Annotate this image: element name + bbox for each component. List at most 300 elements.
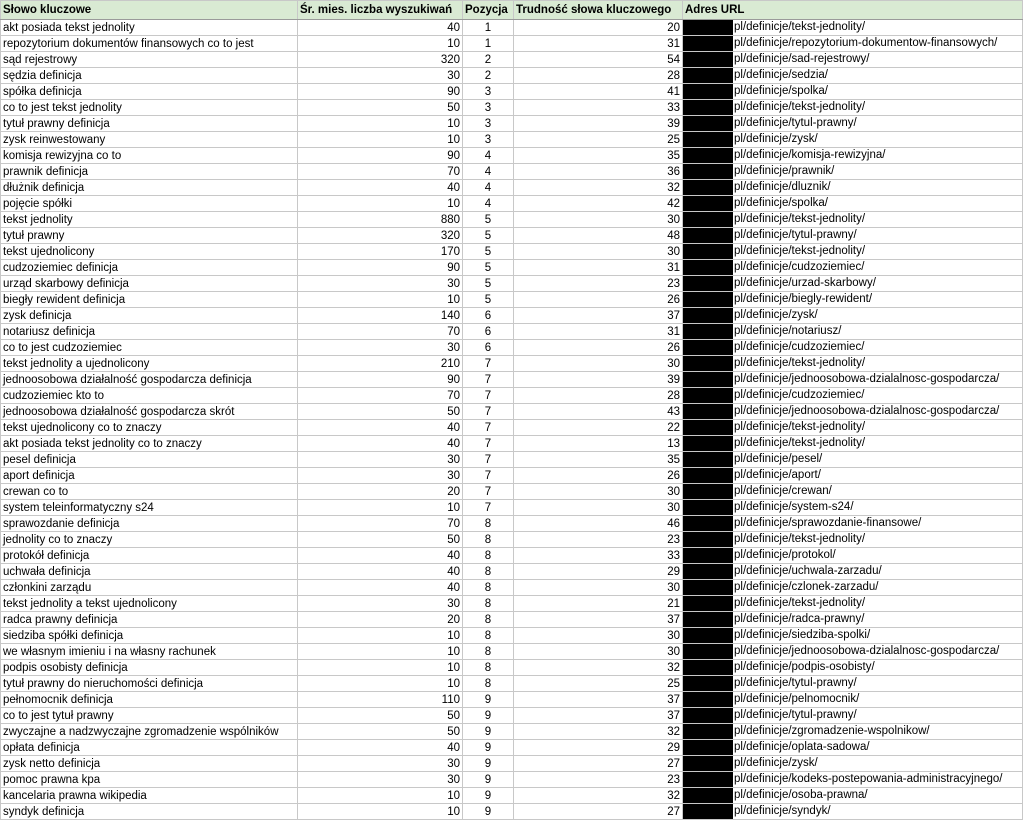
redacted-domain — [683, 196, 733, 211]
position-cell[interactable]: 4 — [463, 148, 514, 164]
searches-cell[interactable]: 90 — [298, 148, 463, 164]
position-cell[interactable]: 8 — [463, 532, 514, 548]
searches-cell[interactable]: 210 — [298, 356, 463, 372]
difficulty-cell[interactable]: 27 — [514, 804, 683, 820]
difficulty-cell[interactable]: 37 — [514, 692, 683, 708]
difficulty-cell[interactable]: 23 — [514, 772, 683, 788]
difficulty-cell[interactable]: 30 — [514, 644, 683, 660]
url-cell[interactable] — [683, 788, 1023, 804]
searches-cell[interactable]: 40 — [298, 740, 463, 756]
url-cell[interactable] — [683, 116, 1023, 132]
keyword-cell[interactable]: zysk netto definicja — [1, 756, 298, 772]
difficulty-cell[interactable]: 26 — [514, 340, 683, 356]
searches-cell[interactable]: 10 — [298, 292, 463, 308]
searches-cell[interactable]: 140 — [298, 308, 463, 324]
difficulty-cell[interactable]: 42 — [514, 196, 683, 212]
url-cell[interactable] — [683, 148, 1023, 164]
searches-cell[interactable]: 70 — [298, 164, 463, 180]
keyword-cell[interactable]: pełnomocnik definicja — [1, 692, 298, 708]
url-cell[interactable] — [683, 388, 1023, 404]
url-path: pl/definicje/spolka/ — [734, 197, 828, 209]
keyword-cell[interactable]: zysk definicja — [1, 308, 298, 324]
position-cell[interactable]: 8 — [463, 676, 514, 692]
header-keyword[interactable]: Słowo kluczowe — [1, 1, 298, 20]
position-cell[interactable]: 5 — [463, 276, 514, 292]
table-row — [1, 548, 1023, 564]
url-cell[interactable] — [683, 324, 1023, 340]
url-cell[interactable] — [683, 516, 1023, 532]
searches-cell[interactable]: 20 — [298, 484, 463, 500]
searches-cell[interactable]: 10 — [298, 628, 463, 644]
position-cell[interactable]: 8 — [463, 660, 514, 676]
position-cell[interactable]: 5 — [463, 228, 514, 244]
table-row — [1, 436, 1023, 452]
url-cell[interactable] — [683, 564, 1023, 580]
difficulty-cell[interactable]: 30 — [514, 628, 683, 644]
searches-cell[interactable]: 70 — [298, 516, 463, 532]
url-cell[interactable] — [683, 532, 1023, 548]
keyword-cell[interactable]: tytuł prawny do nieruchomości definicja — [1, 676, 298, 692]
searches-cell[interactable]: 170 — [298, 244, 463, 260]
position-cell[interactable]: 5 — [463, 212, 514, 228]
difficulty-cell[interactable]: 23 — [514, 276, 683, 292]
table-row — [1, 52, 1023, 68]
position-cell[interactable]: 1 — [463, 36, 514, 52]
position-cell[interactable]: 4 — [463, 196, 514, 212]
searches-cell[interactable]: 50 — [298, 100, 463, 116]
redacted-domain — [683, 644, 733, 659]
keyword-cell[interactable]: jednoosobowa działalność gospodarcza definicja — [1, 372, 298, 388]
searches-cell[interactable]: 30 — [298, 68, 463, 84]
url-cell[interactable] — [683, 628, 1023, 644]
position-cell[interactable]: 8 — [463, 564, 514, 580]
redacted-domain — [683, 772, 733, 787]
searches-cell[interactable]: 20 — [298, 612, 463, 628]
difficulty-cell[interactable]: 30 — [514, 356, 683, 372]
url-cell[interactable] — [683, 692, 1023, 708]
keyword-cell[interactable]: akt posiada tekst jednolity co to znaczy — [1, 436, 298, 452]
position-cell[interactable]: 9 — [463, 804, 514, 820]
redacted-domain — [683, 308, 733, 323]
keyword-cell[interactable]: tekst jednolity — [1, 212, 298, 228]
difficulty-cell[interactable]: 30 — [514, 500, 683, 516]
url-cell[interactable] — [683, 404, 1023, 420]
table-row — [1, 132, 1023, 148]
redacted-domain — [683, 404, 733, 419]
position-cell[interactable]: 7 — [463, 468, 514, 484]
keyword-cell[interactable]: system teleinformatyczny s24 — [1, 500, 298, 516]
position-cell[interactable]: 7 — [463, 500, 514, 516]
url-path: pl/definicje/zysk/ — [734, 309, 818, 321]
header-url[interactable]: Adres URL — [683, 1, 1023, 20]
url-cell[interactable] — [683, 180, 1023, 196]
keyword-cell[interactable]: notariusz definicja — [1, 324, 298, 340]
keyword-cell[interactable]: sprawozdanie definicja — [1, 516, 298, 532]
position-cell[interactable]: 4 — [463, 164, 514, 180]
url-cell[interactable] — [683, 612, 1023, 628]
searches-cell[interactable]: 70 — [298, 324, 463, 340]
keyword-cell[interactable]: sąd rejestrowy — [1, 52, 298, 68]
table-row — [1, 772, 1023, 788]
url-cell[interactable] — [683, 740, 1023, 756]
searches-cell[interactable]: 50 — [298, 404, 463, 420]
url-cell[interactable] — [683, 596, 1023, 612]
table-row — [1, 532, 1023, 548]
position-cell[interactable]: 3 — [463, 100, 514, 116]
keyword-cell[interactable]: tekst jednolity a ujednolicony — [1, 356, 298, 372]
position-cell[interactable]: 9 — [463, 708, 514, 724]
redacted-domain — [683, 676, 733, 691]
position-cell[interactable]: 8 — [463, 612, 514, 628]
difficulty-cell[interactable]: 26 — [514, 292, 683, 308]
difficulty-cell[interactable]: 30 — [514, 580, 683, 596]
keyword-cell[interactable]: tekst ujednolicony — [1, 244, 298, 260]
redacted-domain — [683, 740, 733, 755]
position-cell[interactable]: 8 — [463, 580, 514, 596]
searches-cell[interactable]: 10 — [298, 660, 463, 676]
difficulty-cell[interactable]: 30 — [514, 212, 683, 228]
difficulty-cell[interactable]: 31 — [514, 324, 683, 340]
url-cell[interactable] — [683, 372, 1023, 388]
url-cell[interactable] — [683, 548, 1023, 564]
searches-cell[interactable]: 320 — [298, 52, 463, 68]
url-path: pl/definicje/tytul-prawny/ — [734, 677, 857, 689]
difficulty-cell[interactable]: 43 — [514, 404, 683, 420]
difficulty-cell[interactable]: 28 — [514, 68, 683, 84]
keyword-cell[interactable]: opłata definicja — [1, 740, 298, 756]
position-cell[interactable]: 8 — [463, 628, 514, 644]
keyword-cell[interactable]: crewan co to — [1, 484, 298, 500]
keyword-cell[interactable]: siedziba spółki definicja — [1, 628, 298, 644]
searches-cell[interactable]: 10 — [298, 644, 463, 660]
difficulty-cell[interactable]: 13 — [514, 436, 683, 452]
keyword-cell[interactable]: pesel definicja — [1, 452, 298, 468]
searches-cell[interactable]: 90 — [298, 372, 463, 388]
position-cell[interactable]: 6 — [463, 324, 514, 340]
searches-cell[interactable]: 50 — [298, 724, 463, 740]
keyword-cell[interactable]: aport definicja — [1, 468, 298, 484]
position-cell[interactable]: 5 — [463, 260, 514, 276]
url-cell[interactable] — [683, 36, 1023, 52]
searches-cell[interactable]: 50 — [298, 532, 463, 548]
url-cell[interactable] — [683, 84, 1023, 100]
difficulty-cell[interactable]: 26 — [514, 468, 683, 484]
url-cell[interactable] — [683, 804, 1023, 820]
position-cell[interactable]: 3 — [463, 116, 514, 132]
url-cell[interactable] — [683, 196, 1023, 212]
searches-cell[interactable]: 30 — [298, 276, 463, 292]
url-cell[interactable] — [683, 132, 1023, 148]
url-path: pl/definicje/protokol/ — [734, 549, 836, 561]
difficulty-cell[interactable]: 31 — [514, 36, 683, 52]
difficulty-cell[interactable]: 32 — [514, 180, 683, 196]
searches-cell[interactable]: 40 — [298, 436, 463, 452]
header-searches[interactable]: Śr. mies. liczba wyszukiwań — [298, 1, 463, 20]
url-path: pl/definicje/tekst-jednolity/ — [734, 21, 866, 33]
table-row — [1, 788, 1023, 804]
difficulty-cell[interactable]: 21 — [514, 596, 683, 612]
url-cell[interactable] — [683, 756, 1023, 772]
redacted-domain — [683, 212, 733, 227]
difficulty-cell[interactable]: 39 — [514, 116, 683, 132]
position-cell[interactable]: 7 — [463, 356, 514, 372]
table-row — [1, 740, 1023, 756]
redacted-domain — [683, 724, 733, 739]
url-cell[interactable] — [683, 436, 1023, 452]
searches-cell[interactable]: 30 — [298, 596, 463, 612]
url-cell[interactable] — [683, 452, 1023, 468]
url-cell[interactable] — [683, 164, 1023, 180]
url-path: pl/definicje/cudzoziemiec/ — [734, 341, 865, 353]
url-path: pl/definicje/sprawozdanie-finansowe/ — [734, 517, 922, 529]
difficulty-cell[interactable]: 29 — [514, 740, 683, 756]
searches-cell[interactable]: 10 — [298, 36, 463, 52]
url-cell[interactable] — [683, 212, 1023, 228]
difficulty-cell[interactable]: 25 — [514, 676, 683, 692]
difficulty-cell[interactable]: 41 — [514, 84, 683, 100]
difficulty-cell[interactable]: 33 — [514, 100, 683, 116]
position-cell[interactable]: 6 — [463, 340, 514, 356]
url-path: pl/definicje/pesel/ — [734, 453, 823, 465]
position-cell[interactable]: 7 — [463, 436, 514, 452]
keyword-cell[interactable]: komisja rewizyjna co to — [1, 148, 298, 164]
searches-cell[interactable]: 30 — [298, 772, 463, 788]
url-cell[interactable] — [683, 228, 1023, 244]
position-cell[interactable]: 8 — [463, 596, 514, 612]
keyword-cell[interactable]: protokół definicja — [1, 548, 298, 564]
redacted-domain — [683, 484, 733, 499]
searches-cell[interactable]: 10 — [298, 116, 463, 132]
keyword-cell[interactable]: repozytorium dokumentów finansowych co to jest — [1, 36, 298, 52]
keyword-cell[interactable]: jednolity co to znaczy — [1, 532, 298, 548]
url-cell[interactable] — [683, 52, 1023, 68]
searches-cell[interactable]: 70 — [298, 388, 463, 404]
searches-cell[interactable]: 40 — [298, 548, 463, 564]
url-path: pl/definicje/zgromadzenie-wspolnikow/ — [734, 725, 930, 737]
header-difficulty[interactable]: Trudność słowa kluczowego — [514, 1, 683, 20]
searches-cell[interactable]: 880 — [298, 212, 463, 228]
position-cell[interactable]: 4 — [463, 180, 514, 196]
difficulty-cell[interactable]: 31 — [514, 260, 683, 276]
difficulty-cell[interactable]: 46 — [514, 516, 683, 532]
keyword-cell[interactable]: akt posiada tekst jednolity — [1, 20, 298, 36]
searches-cell[interactable]: 30 — [298, 452, 463, 468]
difficulty-cell[interactable]: 28 — [514, 388, 683, 404]
keyword-cell[interactable]: spółka definicja — [1, 84, 298, 100]
searches-cell[interactable]: 30 — [298, 340, 463, 356]
position-cell[interactable]: 7 — [463, 388, 514, 404]
keyword-cell[interactable]: podpis osobisty definicja — [1, 660, 298, 676]
searches-cell[interactable]: 40 — [298, 20, 463, 36]
searches-cell[interactable]: 10 — [298, 676, 463, 692]
redacted-domain — [683, 804, 733, 819]
keyword-cell[interactable]: we własnym imieniu i na własny rachunek — [1, 644, 298, 660]
difficulty-cell[interactable]: 29 — [514, 564, 683, 580]
table-row — [1, 36, 1023, 52]
difficulty-cell[interactable]: 30 — [514, 484, 683, 500]
url-cell[interactable] — [683, 244, 1023, 260]
url-cell[interactable] — [683, 340, 1023, 356]
url-cell[interactable] — [683, 644, 1023, 660]
redacted-domain — [683, 84, 733, 99]
keyword-cell[interactable]: członkini zarządu — [1, 580, 298, 596]
difficulty-cell[interactable]: 35 — [514, 148, 683, 164]
searches-cell[interactable]: 30 — [298, 468, 463, 484]
keyword-cell[interactable]: kancelaria prawna wikipedia — [1, 788, 298, 804]
searches-cell[interactable]: 30 — [298, 756, 463, 772]
url-cell[interactable] — [683, 660, 1023, 676]
keyword-cell[interactable]: biegły rewident definicja — [1, 292, 298, 308]
difficulty-cell[interactable]: 54 — [514, 52, 683, 68]
url-path: pl/definicje/radca-prawny/ — [734, 613, 865, 625]
difficulty-cell[interactable]: 37 — [514, 708, 683, 724]
keyword-cell[interactable]: zwyczajne a nadzwyczajne zgromadzenie wspólników — [1, 724, 298, 740]
keyword-cell[interactable]: pomoc prawna kpa — [1, 772, 298, 788]
position-cell[interactable]: 6 — [463, 308, 514, 324]
difficulty-cell[interactable]: 22 — [514, 420, 683, 436]
difficulty-cell[interactable]: 20 — [514, 20, 683, 36]
keyword-cell[interactable]: uchwała definicja — [1, 564, 298, 580]
url-cell[interactable] — [683, 68, 1023, 84]
difficulty-cell[interactable]: 48 — [514, 228, 683, 244]
url-cell[interactable] — [683, 676, 1023, 692]
url-cell[interactable] — [683, 356, 1023, 372]
url-path: pl/definicje/repozytorium-dokumentow-finansowych/ — [734, 37, 998, 49]
url-cell[interactable] — [683, 580, 1023, 596]
keyword-cell[interactable]: tytuł prawny — [1, 228, 298, 244]
table-row — [1, 372, 1023, 388]
searches-cell[interactable]: 10 — [298, 788, 463, 804]
position-cell[interactable]: 5 — [463, 244, 514, 260]
searches-cell[interactable]: 40 — [298, 580, 463, 596]
difficulty-cell[interactable]: 27 — [514, 756, 683, 772]
position-cell[interactable]: 7 — [463, 404, 514, 420]
difficulty-cell[interactable]: 36 — [514, 164, 683, 180]
searches-cell[interactable]: 110 — [298, 692, 463, 708]
url-cell[interactable] — [683, 724, 1023, 740]
keyword-cell[interactable]: syndyk definicja — [1, 804, 298, 820]
url-cell[interactable] — [683, 420, 1023, 436]
searches-cell[interactable]: 90 — [298, 260, 463, 276]
url-cell[interactable] — [683, 308, 1023, 324]
position-cell[interactable]: 7 — [463, 484, 514, 500]
position-cell[interactable]: 7 — [463, 372, 514, 388]
position-cell[interactable]: 8 — [463, 548, 514, 564]
url-cell[interactable] — [683, 484, 1023, 500]
keyword-cell[interactable]: pojęcie spółki — [1, 196, 298, 212]
keyword-cell[interactable]: urząd skarbowy definicja — [1, 276, 298, 292]
searches-cell[interactable]: 10 — [298, 804, 463, 820]
keyword-cell[interactable]: co to jest tytuł prawny — [1, 708, 298, 724]
keyword-cell[interactable]: cudzoziemiec definicja — [1, 260, 298, 276]
url-cell[interactable] — [683, 708, 1023, 724]
position-cell[interactable]: 9 — [463, 772, 514, 788]
keyword-cell[interactable]: sędzia definicja — [1, 68, 298, 84]
position-cell[interactable]: 2 — [463, 52, 514, 68]
difficulty-cell[interactable]: 32 — [514, 660, 683, 676]
position-cell[interactable]: 2 — [463, 68, 514, 84]
url-cell[interactable] — [683, 100, 1023, 116]
keyword-cell[interactable]: prawnik definicja — [1, 164, 298, 180]
keyword-cell[interactable]: dłużnik definicja — [1, 180, 298, 196]
searches-cell[interactable]: 10 — [298, 500, 463, 516]
url-cell[interactable] — [683, 276, 1023, 292]
position-cell[interactable]: 3 — [463, 132, 514, 148]
keyword-cell[interactable]: zysk reinwestowany — [1, 132, 298, 148]
position-cell[interactable]: 9 — [463, 740, 514, 756]
position-cell[interactable]: 8 — [463, 644, 514, 660]
position-cell[interactable]: 1 — [463, 20, 514, 36]
keyword-cell[interactable]: tekst jednolity a tekst ujednolicony — [1, 596, 298, 612]
position-cell[interactable]: 5 — [463, 292, 514, 308]
url-cell[interactable] — [683, 772, 1023, 788]
difficulty-cell[interactable]: 35 — [514, 452, 683, 468]
table-row — [1, 468, 1023, 484]
position-cell[interactable]: 7 — [463, 420, 514, 436]
url-cell[interactable] — [683, 260, 1023, 276]
searches-cell[interactable]: 40 — [298, 420, 463, 436]
searches-cell[interactable]: 10 — [298, 132, 463, 148]
url-path: pl/definicje/aport/ — [734, 469, 821, 481]
difficulty-cell[interactable]: 30 — [514, 244, 683, 260]
keyword-cell[interactable]: jednoosobowa działalność gospodarcza skrót — [1, 404, 298, 420]
difficulty-cell[interactable]: 39 — [514, 372, 683, 388]
difficulty-cell[interactable]: 33 — [514, 548, 683, 564]
url-cell[interactable] — [683, 468, 1023, 484]
searches-cell[interactable]: 50 — [298, 708, 463, 724]
keyword-cell[interactable]: tekst ujednolicony co to znaczy — [1, 420, 298, 436]
redacted-domain — [683, 628, 733, 643]
position-cell[interactable]: 9 — [463, 756, 514, 772]
table-row — [1, 356, 1023, 372]
table-row — [1, 340, 1023, 356]
url-cell[interactable] — [683, 20, 1023, 36]
table-row — [1, 148, 1023, 164]
table-row — [1, 500, 1023, 516]
difficulty-cell[interactable]: 25 — [514, 132, 683, 148]
searches-cell[interactable]: 320 — [298, 228, 463, 244]
redacted-domain — [683, 356, 733, 371]
header-position[interactable]: Pozycja — [463, 1, 514, 20]
url-path: pl/definicje/urzad-skarbowy/ — [734, 277, 876, 289]
searches-cell[interactable]: 40 — [298, 180, 463, 196]
difficulty-cell[interactable]: 37 — [514, 308, 683, 324]
keyword-cell[interactable]: tytuł prawny definicja — [1, 116, 298, 132]
searches-cell[interactable]: 10 — [298, 196, 463, 212]
redacted-domain — [683, 516, 733, 531]
difficulty-cell[interactable]: 37 — [514, 612, 683, 628]
keyword-cell[interactable]: co to jest cudzoziemiec — [1, 340, 298, 356]
difficulty-cell[interactable]: 23 — [514, 532, 683, 548]
keyword-cell[interactable]: radca prawny definicja — [1, 612, 298, 628]
position-cell[interactable]: 7 — [463, 452, 514, 468]
difficulty-cell[interactable]: 32 — [514, 788, 683, 804]
searches-cell[interactable]: 90 — [298, 84, 463, 100]
difficulty-cell[interactable]: 32 — [514, 724, 683, 740]
url-cell[interactable] — [683, 292, 1023, 308]
position-cell[interactable]: 8 — [463, 516, 514, 532]
url-path: pl/definicje/notariusz/ — [734, 325, 842, 337]
url-cell[interactable] — [683, 500, 1023, 516]
position-cell[interactable]: 9 — [463, 692, 514, 708]
keyword-cell[interactable]: co to jest tekst jednolity — [1, 100, 298, 116]
position-cell[interactable]: 9 — [463, 724, 514, 740]
position-cell[interactable]: 3 — [463, 84, 514, 100]
position-cell[interactable]: 9 — [463, 788, 514, 804]
keyword-cell[interactable]: cudzoziemiec kto to — [1, 388, 298, 404]
redacted-domain — [683, 756, 733, 771]
searches-cell[interactable]: 40 — [298, 564, 463, 580]
